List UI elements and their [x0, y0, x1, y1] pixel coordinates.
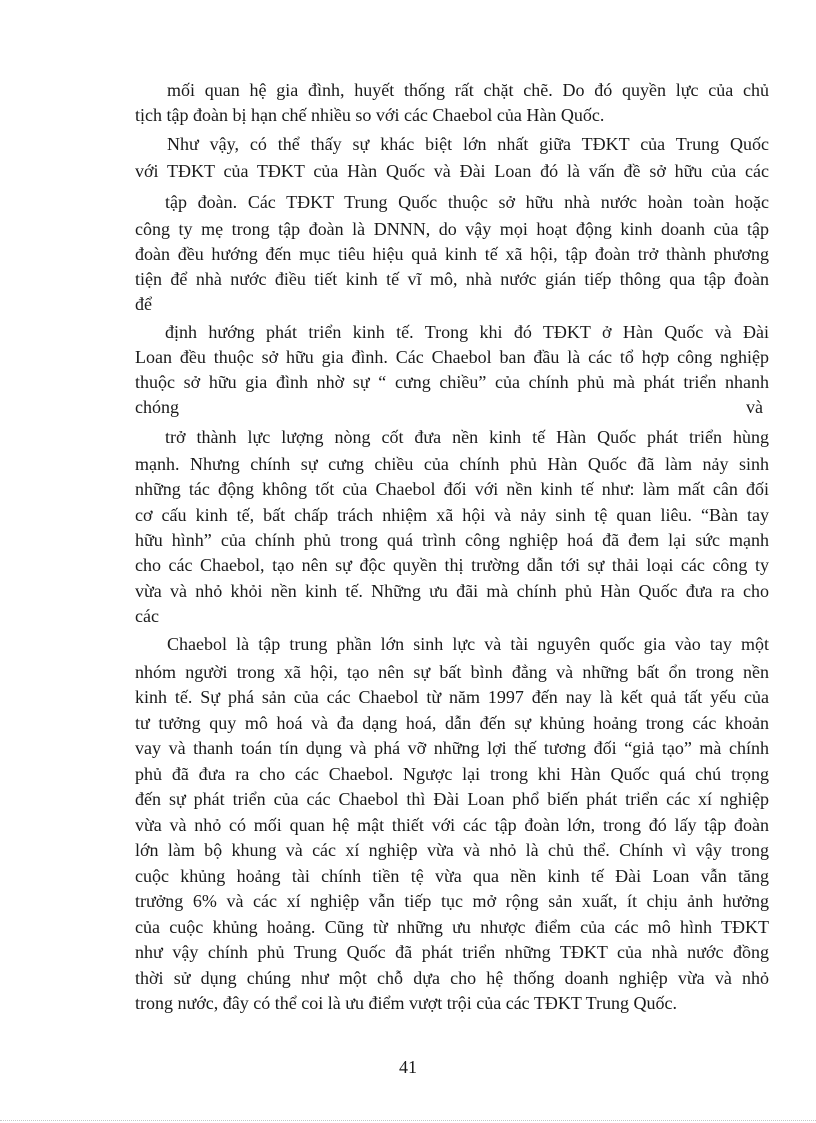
text-line: trong nước, đây có thể coi là ưu điểm vượt trội của các TĐKT Trung Quốc. — [135, 993, 678, 1013]
text-line: cuộc khủng hoảng tài chính tiền tệ vừa qua nền kinh tế Đài Loan vẫn tăng — [135, 866, 769, 886]
text-line: các — [135, 606, 159, 626]
text-line: tập đoàn. Các TĐKT Trung Quốc thuộc sở hữu nhà nước hoàn toàn hoặc — [165, 192, 769, 212]
text-line: Như vậy, có thể thấy sự khác biệt lớn nhất giữa TĐKT của Trung Quốc — [167, 134, 769, 154]
text-line: với TĐKT của TĐKT của Hàn Quốc và Đài Loan đó là vấn đề sở hữu của các — [135, 161, 769, 181]
text-line: tiện để nhà nước điều tiết kinh tế vĩ mô, nhà nước gián tiếp thông qua tập đoàn — [135, 269, 769, 289]
text-line: vừa và nhỏ khỏi nền kinh tế. Những ưu đãi mà chính phủ Hàn Quốc đưa ra cho — [135, 581, 769, 601]
text-line: trở thành lực lượng nòng cốt đưa nền kinh tế Hàn Quốc phát triển hùng — [165, 427, 769, 447]
text-line: thời sử dụng chúng như một chỗ dựa cho hệ thống doanh nghiệp vừa và nhỏ — [135, 968, 769, 988]
text-line: thuộc sở hữu gia đình nhờ sự “ cưng chiều” của chính phủ mà phát triển nhanh — [135, 372, 769, 392]
text-line: kinh tế. Sự phá sản của các Chaebol từ năm 1997 đến nay là kết quả tất yếu của — [135, 687, 769, 707]
text-line: vừa và nhỏ có mối quan hệ mật thiết với các tập đoàn lớn, trong đó lấy tập đoàn — [135, 815, 769, 835]
text-line: cơ cấu kinh tế, bất chấp trách nhiệm xã hội và nảy sinh tệ quan liêu. “Bàn tay — [135, 505, 769, 525]
text-line: để — [135, 294, 152, 314]
text-line: của cuộc khủng hoảng. Cũng từ những ưu nhược điểm của các mô hình TĐKT — [135, 917, 769, 937]
text-line: hữu hình” của chính phủ trong quá trình công nghiệp hoá đã đem lại sức mạnh — [135, 530, 769, 550]
page-number: 41 — [399, 1057, 417, 1077]
page-bottom-rule — [0, 1120, 816, 1121]
text-line: đến sự phát triển của các Chaebol thì Đài Loan phổ biến phát triển các xí nghiệp — [135, 789, 769, 809]
text-line: đoàn đều hướng đến mục tiêu hiệu quả kinh tế xã hội, tập đoàn trở thành phương — [135, 244, 769, 264]
text-line: chóng — [135, 397, 179, 417]
text-line: vay và thanh toán tín dụng và phá vỡ những lợi thế tương đối “giả tạo” mà chính — [135, 738, 769, 758]
text-line: như vậy chính phủ Trung Quốc đã phát triển những TĐKT của nhà nước đồng — [135, 942, 769, 962]
text-line: nhóm người trong xã hội, tạo nên sự bất bình đẳng và những bất ổn trong nền — [135, 662, 769, 682]
text-line: Loan đều thuộc sở hữu gia đình. Các Chaebol ban đầu là các tổ hợp công nghiệp — [135, 347, 769, 367]
text-line: trưởng 6% và các xí nghiệp vẫn tiếp tục mở rộng sản xuất, ít chịu ảnh hưởng — [135, 891, 769, 911]
text-line: tịch tập đoàn bị hạn chế nhiều so với các Chaebol của Hàn Quốc. — [135, 105, 605, 125]
text-line: những tác động không tốt của Chaebol đối với nền kinh tế như: làm mất cân đối — [135, 479, 769, 499]
text-line: và — [746, 397, 763, 417]
text-line: Chaebol là tập trung phần lớn sinh lực và tài nguyên quốc gia vào tay một — [167, 634, 769, 654]
text-line: phủ đã đưa ra cho các Chaebol. Ngược lại trong khi Hàn Quốc quá chú trọng — [135, 764, 769, 784]
text-line: lớn làm bộ khung và các xí nghiệp vừa và nhỏ là chủ thể. Chính vì vậy trong — [135, 840, 769, 860]
text-line: định hướng phát triển kinh tế. Trong khi đó TĐKT ở Hàn Quốc và Đài — [165, 322, 769, 342]
text-line: cho các Chaebol, tạo nên sự độc quyền thị trường dẫn tới sự thải loại các công ty — [135, 555, 769, 575]
text-line: tư tưởng quy mô hoá và đa dạng hoá, dẫn đến sự khủng hoảng trong các khoản — [135, 713, 769, 733]
text-line: công ty mẹ trong tập đoàn là DNNN, do vậy mọi hoạt động kinh doanh của tập — [135, 219, 769, 239]
text-line: mạnh. Nhưng chính sự cưng chiều của chính phủ Hàn Quốc đã làm nảy sinh — [135, 454, 769, 474]
text-line: mối quan hệ gia đình, huyết thống rất chặt chẽ. Do đó quyền lực của chủ — [167, 80, 769, 100]
